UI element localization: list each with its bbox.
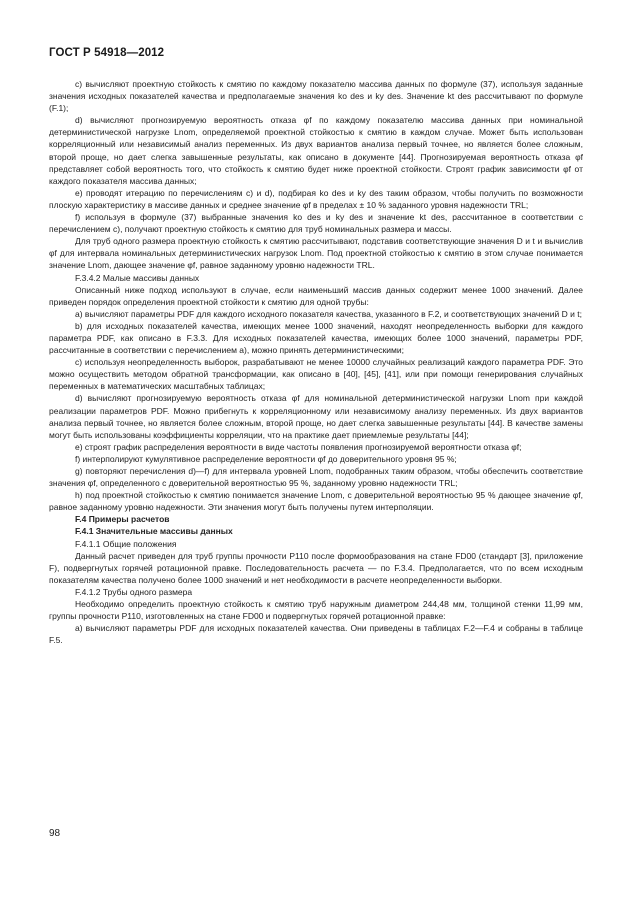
paragraph: g) повторяют перечисления d)—f) для интервала уровней Lnom, подобранных таким образом, чтобы обеспечить соответствие значения φf, определенного с доверительной вероятностью 95 %, заданному уровню надежности TRL; [49, 466, 583, 489]
paragraph: Данный расчет приведен для труб группы прочности P110 после формообразования на стане FD00 (стандарт [3], приложение F), подвергнутых горячей ротационной правке. Последовательность расчета — по F.3.4. Предполагается, что по всем исходным показателям качества получено более 1000 значений и нет необходимости в расчете неопределенности выборки. [49, 550, 583, 585]
page-number: 98 [49, 828, 61, 839]
paragraph: c) используя неопределенность выборок, разрабатывают не менее 10000 случайных реализаций каждого параметра PDF. Это можно осуществить методом обратной трансформации, как описано в [40], [45], [41], или при помощи генерирования случайных переменных в математических масштабных таблицах; [49, 357, 583, 392]
section-heading: F.4.1.2 Трубы одного размера [75, 586, 193, 597]
paragraph: e) проводят итерацию по перечислениям c) и d), подбирая kо des и ky des таким образом, чтобы получить по возможности плоскую характеристику в массиве данных и среднее значение φf в пределах ± 10 % заданного уровня надежности TRL; [49, 187, 583, 210]
paragraph: a) вычисляют параметры PDF для исходных показателей качества. Они приведены в таблицах F.2—F.4 и собраны в таблице F.5. [49, 623, 583, 646]
paragraph: b) для исходных показателей качества, имеющих менее 1000 значений, находят неопределенность выборки для каждого параметра PDF, как описано в F.3.3. Для исходных показателей качества, имеющих более 1000 значений, параметры PDF, рассчитанные в соответствии с перечислением a), можно принять детерминистическими; [49, 320, 583, 356]
paragraph: f) интерполируют кумулятивное распределение вероятности φf до доверительного уровня 95 %; [75, 453, 457, 464]
paragraph: c) вычисляют проектную стойкость к смятию по каждому показателю массива данных по формуле (37), используя заданные значения исходных показателей качества и предполагаемые значения kо des и ky des. Значение kt des рассчитывают по формуле (F.1); [49, 79, 583, 114]
section-heading: F.4 Примеры расчетов [75, 514, 170, 525]
paragraph: Описанный ниже подход используют в случае, если наименьший массив данных содержит менее 1000 значений. Далее приведен порядок определения проектной стойкости к смятию для одной трубы: [49, 284, 583, 307]
paragraph: d) вычисляют прогнозируемую вероятность отказа φf по каждому показателю массива данных при номинальной детерминистической нагрузке Lnom, определяемой проектной стойкостью к смятию в каждом случае. Может быть использован корреляционный или независимый анализ переменных. Из двух вариантов анализа первый точнее, но является более сложным, второй проще, но дает слегка завышенные результаты, как описано в документе [44]. Прогнозируемая вероятность отказа φf представляет собой вероятность того, что стойкость к смятию будет ниже проектной стойкости. Строят график зависимости φf от каждого показателя массива данных; [49, 115, 583, 186]
document-header: ГОСТ Р 54918—2012 [49, 47, 165, 59]
paragraph: h) под проектной стойкостью к смятию понимается значение Lnom, с доверительной вероятностью 95 % дающее значение φf, равное заданному уровню надежности. Эти значения могут быть получены путем интерполяции. [49, 490, 583, 513]
paragraph: e) строят график распределения вероятности в виде частоты появления прогнозируемой вероятности отказа φf; [75, 441, 522, 452]
paragraph: a) вычисляют параметры PDF для каждого исходного показателя качества, указанного в F.2, и соответствующих значений D и t; [75, 308, 582, 319]
paragraph: f) используя в формуле (37) выбранные значения kо des и ky des и значение kt des, рассчитанное в соответствии с перечислением c), получают проектную стойкость к смятию для труб номинальных размера и массы. [49, 212, 583, 235]
section-heading: F.4.1 Значительные массивы данных [75, 526, 233, 537]
paragraph: d) вычисляют прогнозируемую вероятность отказа φf для номинальной детерминистической нагрузки Lnom при каждой реализации параметров PDF. Можно прибегнуть к корреляционному или независимому анализу переменных. Из двух вариантов анализа первый точнее, но является более сложным, второй проще, но дает слегка завышенные результаты [44]. В качестве замены могут быть использованы коэффициенты корреляции, что на практике дает приемлемые результаты [44]; [49, 393, 583, 440]
paragraph: Необходимо определить проектную стойкость к смятию труб наружным диаметром 244,48 мм, толщиной стенки 11,99 мм, группы прочности P110, изготовленных на стане FD00 и подвергнутых горячей ротационной правке: [49, 599, 583, 622]
section-heading: F.3.4.2 Малые массивы данных [75, 272, 200, 283]
document-body [49, 78, 583, 646]
section-heading: F.4.1.1 Общие положения [75, 538, 177, 549]
paragraph: Для труб одного размера проектную стойкость к смятию рассчитывают, подставив соответствующие значения D и t и вычислив φf для интервала номинальных детерминистических нагрузок Lnom. Под проектной стойкостью к смятию в этом случае понимается значение Lnom, дающее значение φf, равное заданному уровню надежности TRL. [49, 236, 583, 271]
